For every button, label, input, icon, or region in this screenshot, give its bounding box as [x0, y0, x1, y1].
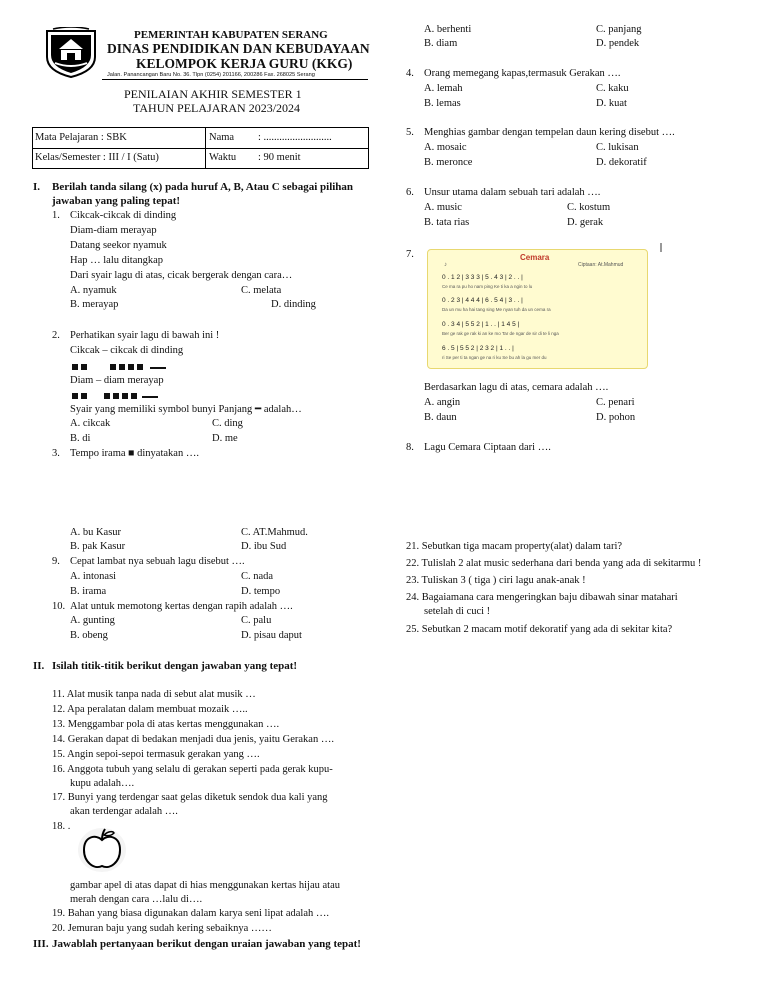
q3-number: 3. [52, 448, 60, 459]
q5-number: 5. [406, 127, 414, 138]
score-lyrics: Ber ge rak ge rak ki an ke mo Tar de ngar de sir di te li nga [442, 331, 559, 336]
exam-title: PENILAIAN AKHIR SEMESTER 1 [124, 87, 302, 101]
q8-option-b[interactable]: B. pak Kasur [70, 541, 126, 552]
exam-year: TAHUN PELAJARAN 2023/2024 [133, 101, 301, 115]
q4-option-b[interactable]: B. lemas [424, 98, 461, 109]
q5-text: Menghias gambar dengan tempelan daun kering disebut …. [424, 127, 675, 138]
q24: 24. Bagaiamana cara mengeringkan baju dibawah sinar matahari [406, 592, 678, 603]
q18-text-cont: merah dengan cara …lalu di…. [70, 894, 203, 905]
class-field: Kelas/Semester : III / I (Satu) [35, 152, 159, 163]
score-lyrics: Ce ma ra pu ho nam ping Ke ti ka a ngin to lu [442, 284, 533, 289]
q8-option-d[interactable]: D. ibu Sud [241, 541, 287, 552]
q9-text: Cepat lambat nya sebuah lagu disebut …. [70, 556, 245, 567]
q10-option-c[interactable]: C. palu [241, 615, 272, 626]
q9-option-a[interactable]: A. intonasi [70, 571, 117, 582]
apple-picture [76, 826, 128, 874]
q4-text: Orang memegang kapas,termasuk Gerakan …. [424, 68, 621, 79]
subject-field: Mata Pelajaran : SBK [35, 132, 127, 143]
q1-line: Cikcak-cikcak di dinding [70, 210, 177, 221]
q4-option-a[interactable]: A. lemah [424, 83, 463, 94]
q2-lyric-1: Cikcak – cikcak di dinding [70, 345, 184, 356]
score-lyrics: ri Se per ti ta ngan ge na ri ku Se bu ah la gu mer du [442, 355, 547, 360]
q2-lyric-2: Diam – diam merayap [70, 375, 164, 386]
q10-text: Alat untuk memotong kertas dengan rapih adalah …. [70, 601, 293, 612]
q5-option-d[interactable]: D. dekoratif [596, 157, 647, 168]
q18-text: gambar apel di atas dapat di hias menggunakan kertas hijau atau [70, 880, 340, 891]
section-1-title: Berilah tanda silang (x) pada huruf A, B, Atau C sebagai pilihan [52, 181, 354, 193]
q3-option-a[interactable]: A. berhenti [424, 24, 472, 35]
header-address: Jalan. Panancangan Baru No. 36. Tlpn (0254) 201166, 200286 Fax. 268025 Serang [107, 72, 315, 78]
cemara-song-score [427, 249, 648, 369]
q7-number: 7. [406, 249, 414, 260]
score-margin-mark [660, 243, 662, 252]
q1-line: Hap … lalu ditangkap [70, 255, 164, 266]
q9-option-d[interactable]: D. tempo [241, 586, 281, 597]
q19: 19. Bahan yang biasa digunakan dalam karya seni lipat adalah …. [52, 908, 329, 919]
section-3-title: Jawablah pertanyaan berikut dengan uraian jawaban yang tepat! [52, 938, 361, 950]
q7-option-b[interactable]: B. daun [424, 412, 457, 423]
q8-option-c[interactable]: C. AT.Mahmud. [241, 527, 308, 538]
q15: 15. Angin sepoi-sepoi termasuk gerakan yang …. [52, 749, 260, 760]
rhythm-symbols-2 [72, 391, 158, 402]
header-rule [102, 79, 368, 80]
header-department: DINAS PENDIDIKAN DAN KEBUDAYAAN [107, 41, 370, 56]
q3-option-c[interactable]: C. panjang [596, 24, 642, 35]
score-key: ♪ [444, 262, 447, 268]
score-lyrics: Da un mu ha hai tang sing Me nyan tuh da un cema ra [442, 307, 551, 312]
section-3-number: III. [33, 938, 49, 950]
q2-prompt: Syair yang memiliki symbol bunyi Panjang ━ adalah… [70, 404, 302, 415]
q1-question: Dari syair lagu di atas, cicak bergerak dengan cara… [70, 270, 293, 281]
q10-option-a[interactable]: A. gunting [70, 615, 115, 626]
rhythm-symbols-1 [72, 362, 166, 373]
q1-line: Diam-diam merayap [70, 225, 157, 236]
name-label: Nama [209, 132, 235, 143]
section-1-title-cont: jawaban yang paling tepat! [52, 195, 181, 207]
q6-option-c[interactable]: C. kostum [567, 202, 611, 213]
q1-option-d[interactable]: D. dinding [271, 299, 316, 310]
kabupaten-serang-logo [43, 27, 99, 79]
q23: 23. Tuliskan 3 ( tiga ) ciri lagu anak-anak ! [406, 575, 586, 586]
q7-option-c[interactable]: C. penari [596, 397, 635, 408]
q6-text: Unsur utama dalam sebuah tari adalah …. [424, 187, 601, 198]
q2-number: 2. [52, 330, 60, 341]
q5-option-b[interactable]: B. meronce [424, 157, 473, 168]
q6-option-a[interactable]: A. music [424, 202, 462, 213]
q17: 17. Bunyi yang terdengar saat gelas diketuk sendok dua kali yang [52, 792, 328, 803]
time-value: : 90 menit [258, 152, 301, 163]
q4-option-d[interactable]: D. kuat [596, 98, 627, 109]
score-notes: 0 . 2 3 | 4 4 4 | 6 . 5 4 | 3 . . | [442, 297, 523, 304]
q12: 12. Apa peralatan dalam membuat mozaik ….. [52, 704, 248, 715]
q6-option-b[interactable]: B. tata rias [424, 217, 470, 228]
section-2-number: II. [33, 660, 45, 672]
q5-option-c[interactable]: C. lukisan [596, 142, 639, 153]
q2-option-a[interactable]: A. cikcak [70, 418, 111, 429]
header-government: PEMERINTAH KABUPATEN SERANG [134, 29, 328, 41]
score-composer: Ciptaan: At.Mahmud [578, 262, 624, 268]
q4-option-c[interactable]: C. kaku [596, 83, 629, 94]
q4-number: 4. [406, 68, 414, 79]
q10-number: 10. [52, 601, 66, 612]
q2-option-b[interactable]: B. di [70, 433, 91, 444]
q3-option-b[interactable]: B. diam [424, 38, 458, 49]
q3-text: Tempo irama ■ dinyatakan …. [70, 448, 199, 459]
score-title: Cemara [520, 253, 550, 262]
q6-number: 6. [406, 187, 414, 198]
q16-cont: kupu adalah…. [70, 778, 135, 789]
section-2-title: Isilah titik-titik berikut dengan jawaban yang tepat! [52, 660, 298, 672]
q7-option-a[interactable]: A. angin [424, 397, 461, 408]
q1-line: Datang seekor nyamuk [70, 240, 167, 251]
q25: 25. Sebutkan 2 macam motif dekoratif yang ada di sekitar kita? [406, 624, 673, 635]
q2-option-c[interactable]: C. ding [212, 418, 243, 429]
q21: 21. Sebutkan tiga macam property(alat) dalam tari? [406, 541, 623, 552]
score-notes: 0 . 1 2 | 3 3 3 | 5 . 4 3 | 2 . . | [442, 274, 523, 281]
q1-option-b[interactable]: B. merayap [70, 299, 119, 310]
q14: 14. Gerakan dapat di bedakan menjadi dua jenis, yaitu Gerakan …. [52, 734, 334, 745]
q18: 18. . [52, 821, 71, 832]
q13: 13. Menggambar pola di atas kertas menggunakan …. [52, 719, 280, 730]
name-field[interactable]: : .......................... [258, 132, 332, 143]
q10-option-b[interactable]: B. obeng [70, 630, 108, 641]
q8-number: 8. [406, 442, 414, 453]
score-notes: 0 . 3 4 | 5 5 2 | 1 . . | 1 4 5 | [442, 321, 520, 328]
q20: 20. Jemuran baju yang sudah kering sebaiknya …… [52, 923, 272, 934]
q5-option-a[interactable]: A. mosaic [424, 142, 467, 153]
q11: 11. Alat musik tanpa nada di sebut alat musik … [52, 689, 256, 700]
q10-option-d[interactable]: D. pisau daput [241, 630, 302, 641]
q3-option-d[interactable]: D. pendek [596, 38, 640, 49]
section-1-number: I. [33, 181, 41, 193]
q7-option-d[interactable]: D. pohon [596, 412, 636, 423]
q2-option-d[interactable]: D. me [212, 433, 238, 444]
q16: 16. Anggota tubuh yang selalu di gerakan seperti pada gerak kupu- [52, 764, 333, 775]
student-info-box [32, 127, 369, 169]
time-label: Waktu [209, 152, 237, 163]
q24-cont: setelah di cuci ! [424, 606, 491, 617]
q1-option-a[interactable]: A. nyamuk [70, 285, 117, 296]
q22: 22. Tulislah 2 alat music sederhana dari benda yang ada di sekitarmu ! [406, 558, 702, 569]
header-kkg: KELOMPOK KERJA GURU (KKG) [136, 56, 353, 71]
q7-text: Berdasarkan lagu di atas, cemara adalah …. [424, 382, 609, 393]
q2-text: Perhatikan syair lagu di bawah ini ! [70, 330, 220, 341]
q6-option-d[interactable]: D. gerak [567, 217, 604, 228]
q1-option-c[interactable]: C. melata [241, 285, 282, 296]
q9-option-b[interactable]: B. irama [70, 586, 107, 597]
q8-option-a[interactable]: A. bu Kasur [70, 527, 122, 538]
score-notes: 6 . 5 | 5 5 2 | 2 3 2 | 1 . . | [442, 345, 514, 352]
q1-number: 1. [52, 210, 60, 221]
q9-number: 9. [52, 556, 60, 567]
q8-text: Lagu Cemara Ciptaan dari …. [424, 442, 551, 453]
q9-option-c[interactable]: C. nada [241, 571, 274, 582]
q17-cont: akan terdengar adalah …. [70, 806, 178, 817]
